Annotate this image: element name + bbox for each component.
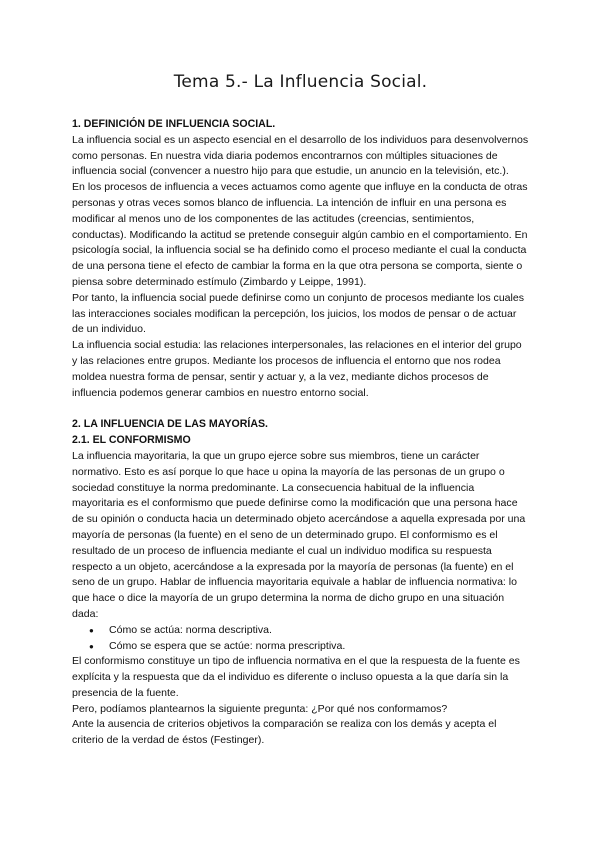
- section-2-paragraph-4: Ante la ausencia de criterios objetivos la comparación se realiza con los demás y acepta el criterio de la verdad de éstos (Festinger).: [72, 718, 497, 747]
- section-1-paragraph-4: La influencia social estudia: las relaciones interpersonales, las relaciones en el interior del grupo y las relaciones entre grupos. Mediante los procesos de influencia el entorno que nos rodea moldea nuestra forma de pensar, sentir y actuar y, a la vez, mediante dichos procesos de influencia podemos generar cambios en nuestro entorno social.: [72, 339, 522, 399]
- page-title: Tema 5.- La Influencia Social.: [173, 72, 428, 92]
- section-2-1-subheading: 2.1. EL CONFORMISMO: [72, 434, 191, 447]
- norm-list-item: ● Cómo se actúa: norma descriptiva.: [109, 623, 529, 639]
- norm-list-item: ● Cómo se espera que se actúe: norma prescriptiva.: [109, 639, 529, 655]
- section-2-paragraph-1: La influencia mayoritaria, la que un grupo ejerce sobre sus miembros, tiene un carácter normativo. Esto es así porque lo que hace u opina la mayoría de las personas de un grupo o sociedad constituye la norma predominante. La consecuencia habitual de la influencia mayoritaria es el conformismo que puede definirse como la modificación que una persona hace de su opinión o conducta hacia un determinado objeto acercándose a aquella expresada por una mayoría de personas (la fuente) en el seno de un determinado grupo. El conformismo es el resultado de un proceso de influencia mediante el cual un individuo modifica su respuesta respecto a un objeto, acercándose a la expresada por la mayoría de personas (la fuente) en el seno de un grupo. Hablar de influencia mayoritaria equivale a hablar de influencia normativa: lo que hace o dice la mayoría de un grupo determina la norma de dicho grupo en una situación dada:: [72, 449, 526, 620]
- section-2-paragraph-3: Pero, podíamos plantearnos la siguiente pregunta: ¿Por qué nos conformamos?: [72, 702, 448, 715]
- section-1-paragraph-3: Por tanto, la influencia social puede definirse como un conjunto de procesos mediante los cuales las interacciones sociales modifican la percepción, los juicios, los modos de pensar o de actuar de un individuo.: [72, 291, 525, 336]
- document-body: [72, 117, 529, 749]
- section-1-paragraph-1: La influencia social es un aspecto esencial en el desarrollo de los individuos para desenvolvernos como personas. En nuestra vida diaria podemos encontrarnos con múltiples situaciones de influencia social (convencer a nuestro hijo para que estudie, un anuncio en la televisión, etc.).: [72, 133, 529, 178]
- section-2-paragraph-2: El conformismo constituye un tipo de influencia normativa en el que la respuesta de la fuente es explícita y la respuesta que da el individuo es diferente o incluso opuesta a la que daría sin la presencia de la fuente.: [72, 655, 520, 699]
- section-1-heading: 1. DEFINICIÓN DE INFLUENCIA SOCIAL.: [72, 118, 276, 130]
- section-1-paragraph-2: En los procesos de influencia a veces actuamos como agente que influye en la conducta de otras personas y otras veces somos blanco de influencia. La intención de influir en una persona es modificar al menos uno de los componentes de las actitudes (creencias, sentimientos, conductas). Modificando la actitud se pretende conseguir algún cambio en el comportamiento. En psicología social, la influencia social se ha definido como el proceso mediante el cual la conducta de una persona tiene el efecto de cambiar la forma en la que otra persona se comporta, siente o piensa sobre determinado estímulo (Zimbardo y Leippe, 1991).: [72, 181, 528, 288]
- section-2-heading: 2. LA INFLUENCIA DE LAS MAYORÍAS.: [72, 418, 268, 431]
- norm-list: [72, 623, 529, 655]
